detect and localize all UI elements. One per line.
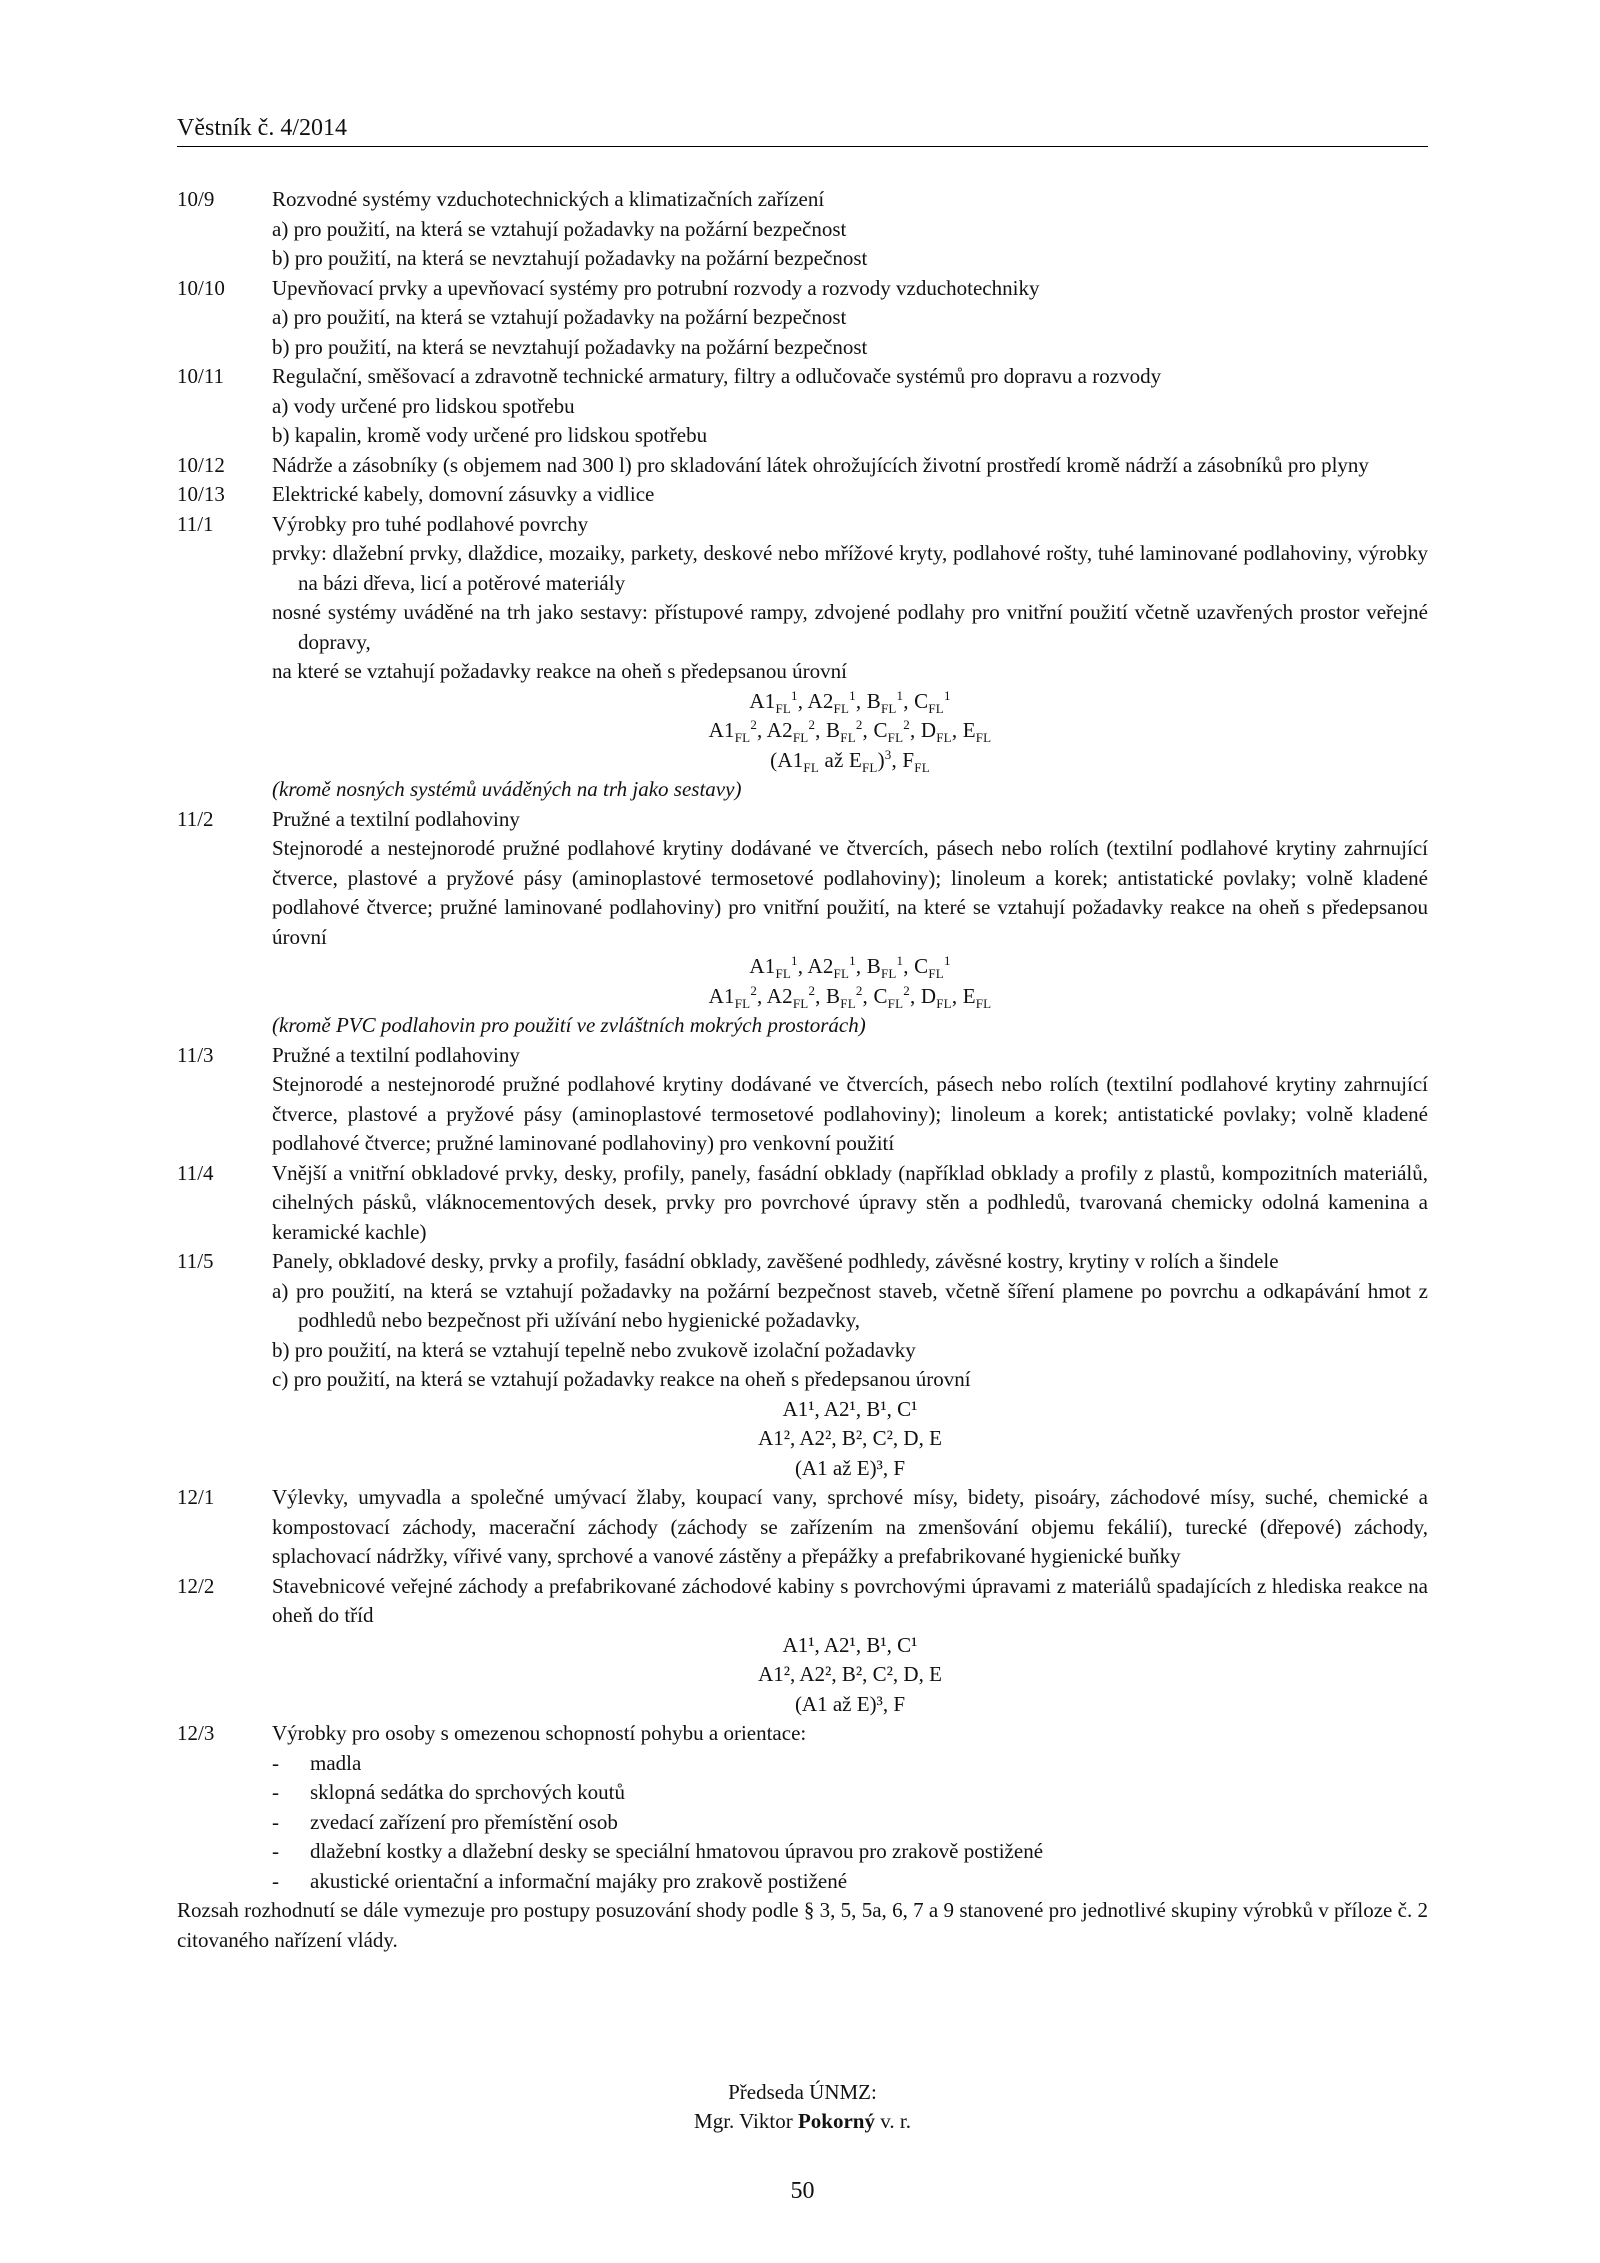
entry-code: 11/1 [177,511,214,536]
footnote-mark: 3 [884,746,892,762]
entry-title: Výlevky, umyvadla a společné umývací žlaby, koupací vany, sprchové mísy, bidety, pisoáry, záchodové mísy, suché, chemické a kompostovací záchody, macerační záchody (záchody se zařízením na zmenšování objemu fekálií), turecké (dřepové) záchody, splachovací nádržky, vířivé vany, sprchové a vanové zástěny a přepážky a prefabrikované hygienické buňky [272,1485,1428,1568]
class-subscript: FL [775,966,792,981]
list-item-text: zvedací zařízení pro přemístění osob [310,1809,618,1834]
class-line-1 [272,952,1428,982]
class-label: E [848,747,862,772]
list-item-text: sklopná sedátka do sprchových koutů [310,1780,625,1804]
entry-item-b: b) pro použití, na která se vztahují tepelně nebo zvukově izolační požadavky [272,1337,916,1362]
entry-code: 11/3 [177,1042,214,1067]
entry-code: 10/13 [177,482,225,506]
class-line-1: A1¹, A2¹, B¹, C¹ [782,1396,918,1421]
class-subscript: FL [734,730,751,745]
entry-title: Výrobky pro osoby s omezenou schopností pohybu a orientace: [272,1721,807,1745]
list-item-text: madla [310,1750,362,1775]
entry-item-a: a) vody určené pro lidskou spotřebu [272,393,575,418]
entry-body [272,805,1428,1041]
footnote-mark: 1 [791,953,798,968]
separator: , [797,954,808,978]
entry-code: 11/2 [177,806,214,831]
entry-12-1 [177,1483,1428,1572]
entry-code: 10/9 [177,187,215,211]
page-number: 50 [790,2178,815,2204]
separator: , [815,983,827,1008]
paren: ) [877,747,885,772]
footnote-mark: 1 [849,953,856,968]
footnote-mark: 1 [791,687,798,703]
signature-name [177,2107,1428,2136]
class-line-1: A1¹, A2¹, B¹, C¹ [782,1632,918,1657]
entry-code: 10/10 [177,275,225,300]
entry-11-3 [177,1041,1428,1159]
dash-bullet: - [272,1750,279,1775]
class-subscript: FL [833,966,850,981]
separator: , [855,688,867,713]
dash-bullet: - [272,1839,279,1863]
separator: , [903,688,915,713]
entry-item-b: b) pro použití, na která se nevztahují požadavky na požární bezpečnost [272,334,868,359]
entry-11-2 [177,805,1428,1041]
separator: , [757,718,767,742]
signature-prefix: Mgr. Viktor [694,2109,798,2133]
entry-note: (kromě PVC podlahovin pro použití ve zvláštních mokrých prostorách) [272,1013,866,1037]
class-subscript: FL [803,759,819,775]
entry-title: Regulační, směšovací a zdravotně technické armatury, filtry a odlučovače systémů pro dopravu a rozvody [272,364,1162,388]
entry-body [272,1159,1428,1248]
footnote-mark: 1 [849,687,856,703]
separator: , [891,747,903,772]
class-subscript: FL [928,966,944,981]
footnote-mark: 2 [808,717,816,732]
class-subscript: FL [887,730,904,745]
entry-code: 10/12 [177,452,225,477]
class-line-2: A1², A2², B², C², D, E [758,1662,942,1686]
class-label: C [873,718,888,742]
entry-paragraph: na které se vztahují požadavky reakce na oheň s předepsanou úrovní [272,659,847,683]
class-label: E [962,718,976,742]
class-subscript: FL [840,995,856,1011]
dash-bullet: - [272,1780,279,1804]
class-subscript: FL [936,995,952,1011]
list-item [272,1808,1428,1838]
class-label: A1 [749,688,776,713]
entry-title: Pružné a textilní podlahoviny [272,806,520,831]
class-label: E [962,983,976,1008]
class-label: B [866,954,881,978]
class-subscript: FL [792,730,809,745]
class-label: A2 [766,983,793,1008]
entry-code: 12/3 [177,1721,215,1745]
entry-body [272,362,1428,451]
footnote-mark: 1 [896,687,904,703]
entry-10-9 [177,185,1428,274]
entry-code: 12/1 [177,1485,215,1509]
class-label: A2 [807,688,834,713]
class-label: C [914,954,929,978]
entry-11-4 [177,1159,1428,1248]
entry-title: Rozvodné systémy vzduchotechnických a klimatizačních zařízení [272,187,825,211]
dash-bullet: - [272,1868,279,1893]
entry-10-11 [177,362,1428,451]
class-line-3: (A1 až E)³, F [794,1691,906,1716]
entry-title: Výrobky pro tuhé podlahové povrchy [272,511,589,536]
entry-12-2 [177,1572,1428,1720]
list-item [272,1867,1428,1897]
entry-item-a: a) pro použití, na která se vztahují požadavky na požární bezpečnost [272,216,847,241]
class-line-1 [272,687,1428,717]
entry-body [272,1572,1428,1720]
entry-item-a: a) pro použití, na která se vztahují požadavky na požární bezpečnost staveb, včetně šíření plamene po povrchu a odkapávání hmot z podhledů nebo bezpečnost při užívání nebo hygienické požadavky, [272,1278,1428,1332]
entry-body [272,480,1428,510]
entry-title: Pružné a textilní podlahoviny [272,1042,520,1067]
footnote-mark: 2 [750,717,758,732]
class-label: F [902,747,915,772]
signature-suffix: v. r. [874,2109,911,2133]
entry-item-a: a) pro použití, na která se vztahují požadavky na požární bezpečnost [272,305,847,329]
running-header: Věstník č. 4/2014 [177,113,1428,147]
closing-paragraph: Rozsah rozhodnutí se dále vymezuje pro postupy posuzování shody podle § 3, 5, 5a, 6, 7 a 9 stanovené pro jednotlivé skupiny výrobků v příloze č. 2 citovaného nařízení vlády. [177,1898,1428,1952]
class-label: A1 [708,983,735,1008]
entry-10-10 [177,274,1428,363]
entry-title: Vnější a vnitřní obkladové prvky, desky, profily, panely, fasádní obklady (například obklady a profily z plastů, kompozitních materiálů, cihelných pásků, vláknocementových desek, prvky pro povrchové úpravy stěn a podhledů, tvarovaná chemicky odolná kamenina a keramické kachle) [272,1160,1428,1244]
entry-code: 11/4 [177,1160,214,1185]
entry-body [272,451,1428,481]
entry-note: (kromě nosných systémů uváděných na trh jako sestavy) [272,777,742,801]
class-label: A1 [777,747,804,772]
separator: , [903,954,915,978]
class-label: D [920,983,937,1008]
class-subscript: FL [775,700,792,716]
class-label: A2 [766,718,793,742]
class-subscript: FL [861,759,878,775]
class-subscript: FL [840,730,856,745]
class-label: A1 [708,718,735,742]
entry-body [272,274,1428,363]
entry-paragraph: Stejnorodé a nestejnorodé pružné podlahové krytiny dodávané ve čtvercích, pásech nebo rolích (textilní podlahové krytiny zahrnující čtverce, plastové a pryžové pásy (aminoplastové termosetové podlahoviny); linoleum a korek; antistatické povlaky; volně kladené podlahové čtverce; pružné laminované podlahoviny) pro vnitřní použití, na které se vztahují požadavky reakce na oheň s předepsanou úrovní [272,836,1428,949]
class-label: B [826,718,841,742]
footnote-mark: 2 [903,982,910,998]
class-line-2 [272,982,1428,1012]
paren: ( [770,747,778,772]
separator: , [909,983,921,1008]
entry-body [272,1041,1428,1159]
separator: , [757,983,767,1008]
entry-title: Panely, obkladové desky, prvky a profily, fasádní obklady, zavěšené podhledy, závěsné kostry, krytiny v rolích a šindele [272,1249,1279,1273]
entry-item-b: b) kapalin, kromě vody určené pro lidskou spotřebu [272,423,708,447]
entry-item-b: b) pro použití, na která se nevztahují požadavky na požární bezpečnost [272,246,868,270]
footnote-mark: 2 [855,717,863,732]
class-subscript: FL [792,995,809,1011]
class-subscript: FL [880,700,897,716]
footnote-mark: 2 [808,982,816,998]
entry-body [272,510,1428,805]
list-item-text: dlažební kostky a dlažební desky se speciální hmatovou úpravou pro zrakově postižené [310,1839,1044,1863]
footnote-mark: 2 [903,717,910,732]
entry-body [272,1247,1428,1483]
entry-code: 11/5 [177,1249,214,1273]
entry-10-13 [177,480,1428,510]
entry-title: Stavebnicové veřejné záchody a prefabrikované záchodové kabiny s povrchovými úpravami z materiálů spadajících z hlediska reakce na oheň do tříd [272,1573,1428,1627]
class-label: C [873,983,888,1008]
footnote-mark: 1 [896,953,904,968]
footnote-mark: 2 [750,982,758,998]
class-line-2 [272,716,1428,746]
entry-item-c: c) pro použití, na která se vztahují požadavky reakce na oheň s předepsanou úrovní [272,1367,971,1391]
separator: , [855,954,867,978]
entry-10-12 [177,451,1428,481]
list-item [272,1749,1428,1779]
class-subscript: FL [914,759,930,775]
entry-body [272,1483,1428,1572]
signature-surname: Pokorný [797,2109,875,2133]
entry-11-1 [177,510,1428,805]
class-line-2: A1², A2², B², C², D, E [758,1426,942,1450]
separator: , [862,718,874,742]
entry-paragraph: nosné systémy uváděné na trh jako sestavy: přístupové rampy, zdvojené podlahy pro vnitřní použití včetně uzavřených prostor veřejné dopravy, [272,600,1428,654]
class-label: B [866,688,881,713]
class-line-3: (A1 až E)³, F [794,1455,906,1480]
footnote-mark: 1 [943,687,951,703]
class-subscript: FL [975,730,992,745]
entry-paragraph: prvky: dlažební prvky, dlaždice, mozaiky, parkety, deskové nebo mřížové kryty, podlahové rošty, tuhé laminované podlahoviny, výrobky na bázi dřeva, licí a potěrové materiály [272,541,1428,595]
entry-title: Elektrické kabely, domovní zásuvky a vidlice [272,482,655,506]
footnote-mark: 1 [943,953,951,968]
list-item [272,1778,1428,1808]
class-subscript: FL [734,995,751,1011]
class-label: D [920,718,937,742]
class-subscript: FL [928,700,944,716]
entry-code: 12/2 [177,1573,215,1598]
entry-body [272,185,1428,274]
class-label: B [826,983,841,1008]
separator: , [951,983,963,1008]
signature-block [177,2078,1428,2136]
class-subscript: FL [936,730,952,745]
entry-11-5 [177,1247,1428,1483]
class-label: C [914,688,929,713]
class-subscript: FL [880,966,897,981]
list-item [272,1837,1428,1867]
separator: , [862,983,874,1008]
separator: , [797,688,808,713]
entry-title: Upevňovací prvky a upevňovací systémy pro potrubní rozvody a rozvody vzduchotechniky [272,275,1040,300]
class-label: A1 [749,954,776,978]
separator: , [909,718,921,742]
entry-12-3 [177,1719,1428,1896]
separator: , [815,718,827,742]
footnote-mark: 2 [855,982,863,998]
class-line-3 [272,746,1428,776]
list-item-text: akustické orientační a informační majáky pro zrakově postižené [310,1868,848,1893]
document-body [177,185,1428,1955]
separator: , [951,718,963,742]
range-word: až [819,747,849,772]
entry-title: Nádrže a zásobníky (s objemem nad 300 l) pro skladování látek ohrožujících životní prostředí kromě nádrží a zásobníků pro plyny [272,452,1369,477]
entry-paragraph: Stejnorodé a nestejnorodé pružné podlahové krytiny dodávané ve čtvercích, pásech nebo rolích (textilní podlahové krytiny zahrnující čtverce, plastové a pryžové pásy (aminoplastové termosetové podlahoviny); linoleum a korek; antistatické povlaky; volně kladené podlahové čtverce; pružné laminované podlahoviny) pro venkovní použití [272,1072,1428,1155]
entry-code: 10/11 [177,364,225,388]
entry-body [272,1719,1428,1896]
signature-role: Předseda ÚNMZ: [728,2080,877,2104]
class-subscript: FL [833,700,850,716]
dash-bullet: - [272,1809,279,1834]
class-label: A2 [807,954,834,978]
class-subscript: FL [975,995,992,1011]
class-subscript: FL [887,995,904,1011]
